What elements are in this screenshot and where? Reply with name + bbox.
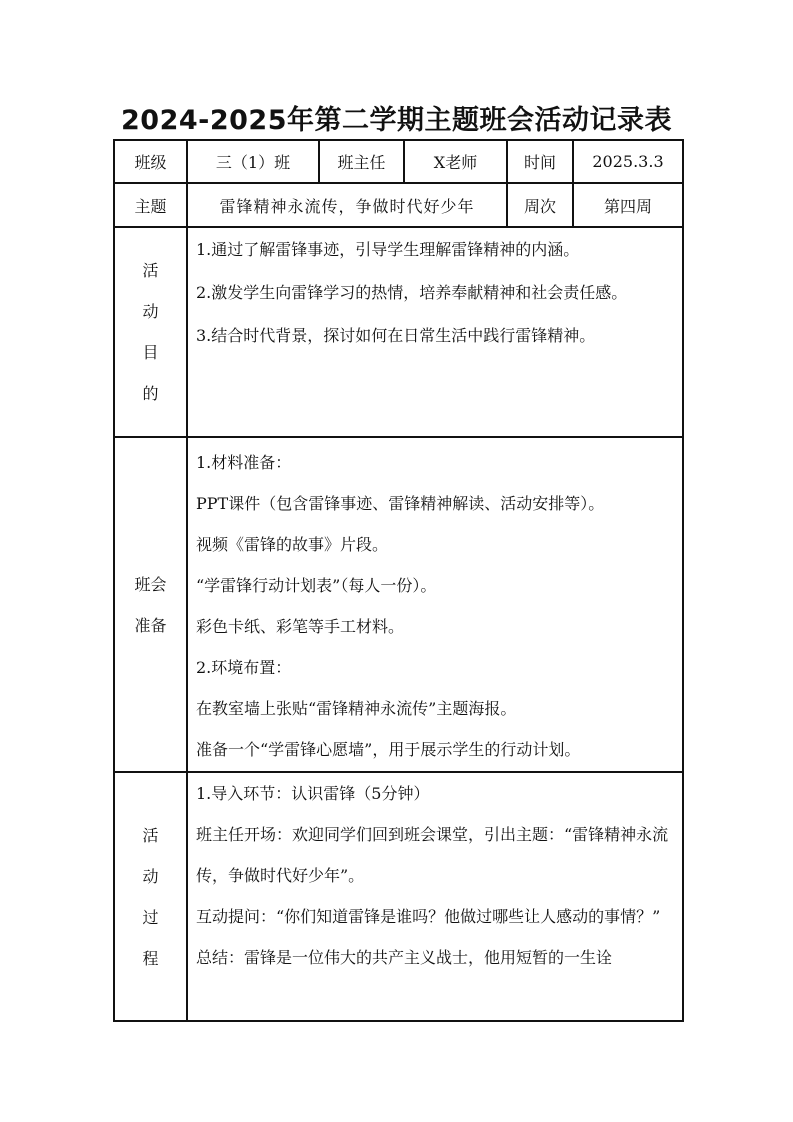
goals-content bbox=[187, 227, 683, 437]
prep-row bbox=[114, 437, 683, 772]
label-char: 活 bbox=[142, 825, 159, 845]
process-line: 1.导入环节：认识雷锋（5分钟） bbox=[196, 784, 430, 803]
prep-label bbox=[114, 437, 187, 772]
process-line: 总结：雷锋是一位伟大的共产主义战士，他用短暂的一生诠 bbox=[196, 948, 613, 967]
teacher-value: X老师 bbox=[404, 140, 507, 183]
theme-label: 主题 bbox=[114, 183, 187, 227]
week-label: 周次 bbox=[507, 183, 573, 227]
info-row bbox=[114, 140, 683, 183]
prep-line: “学雷锋行动计划表”（每人一份）。 bbox=[196, 576, 437, 595]
week-value: 第四周 bbox=[573, 183, 683, 227]
label-char: 的 bbox=[142, 384, 159, 403]
theme-row bbox=[114, 183, 683, 227]
theme-value: 雷锋精神永流传，争做时代好少年 bbox=[187, 183, 507, 227]
label-char: 活 bbox=[142, 261, 159, 280]
class-label: 班级 bbox=[114, 140, 187, 183]
prep-line: 彩色卡纸、彩笔等手工材料。 bbox=[196, 617, 405, 636]
time-value: 2025.3.3 bbox=[573, 140, 683, 183]
process-content bbox=[187, 772, 683, 1021]
class-value: 三（1）班 bbox=[187, 140, 319, 183]
goal-line: 3.结合时代背景，探讨如何在日常生活中践行雷锋精神。 bbox=[196, 326, 596, 345]
process-line: 班主任开场：欢迎同学们回到班会课堂，引出主题：“雷锋精神永流传，争做时代好少年”。 bbox=[196, 825, 669, 885]
prep-content bbox=[187, 437, 683, 772]
goal-line: 1.通过了解雷锋事迹，引导学生理解雷锋精神的内涵。 bbox=[196, 240, 580, 259]
process-line: 互动提问：“你们知道雷锋是谁吗？他做过哪些让人感动的事情？” bbox=[196, 907, 661, 926]
label-char: 动 bbox=[142, 302, 159, 321]
record-table bbox=[113, 139, 684, 1022]
prep-line: 准备一个“学雷锋心愿墙”，用于展示学生的行动计划。 bbox=[196, 740, 581, 759]
process-label bbox=[114, 772, 187, 1021]
process-row bbox=[114, 772, 683, 1021]
label-char: 动 bbox=[142, 866, 159, 886]
label-char: 程 bbox=[142, 948, 159, 968]
prep-line: 视频《雷锋的故事》片段。 bbox=[196, 535, 389, 554]
time-label: 时间 bbox=[507, 140, 573, 183]
prep-line: 在教室墙上张贴“雷锋精神永流传”主题海报。 bbox=[196, 699, 517, 718]
goals-row bbox=[114, 227, 683, 437]
prep-line: 2.环境布置： bbox=[196, 658, 292, 677]
page-title: 2024-2025年第二学期主题班会活动记录表 bbox=[121, 105, 672, 136]
goal-line: 2.激发学生向雷锋学习的热情，培养奉献精神和社会责任感。 bbox=[196, 283, 628, 302]
goals-label bbox=[114, 227, 187, 437]
label-text: 班会 bbox=[134, 574, 167, 594]
label-char: 目 bbox=[142, 343, 159, 362]
teacher-label: 班主任 bbox=[319, 140, 404, 183]
prep-line: 1.材料准备： bbox=[196, 453, 292, 472]
label-char: 过 bbox=[142, 907, 159, 927]
prep-line: PPT课件（包含雷锋事迹、雷锋精神解读、活动安排等）。 bbox=[196, 494, 605, 513]
label-text: 准备 bbox=[134, 615, 167, 635]
